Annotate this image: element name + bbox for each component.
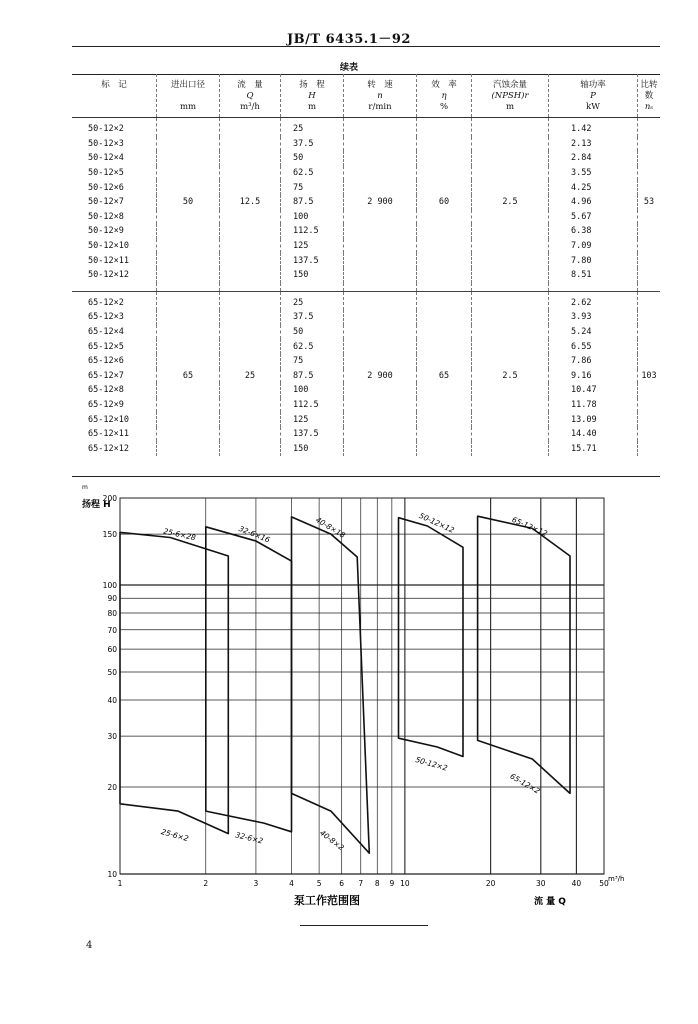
region-bottom-label: 25-6×2 xyxy=(160,827,190,844)
y-tick-label: 50 xyxy=(107,667,117,677)
y-tick-label: 70 xyxy=(107,625,117,635)
table-row: 50-12×12 150 8.51 xyxy=(72,268,660,283)
table-row: 50-12×7 50 12.5 87.5 2 900 60 2.5 4.96 53 xyxy=(72,195,660,210)
col-header-power: 轴功率 P kW xyxy=(549,74,638,118)
table-row: 50-12×6 75 4.25 xyxy=(72,180,660,195)
y-tick-label: 90 xyxy=(107,594,117,604)
region-bottom-label: 40-8×2 xyxy=(318,828,346,853)
col-header-head: 扬 程 H m xyxy=(281,74,344,118)
chart-regions xyxy=(120,511,570,853)
x-tick-label: 6 xyxy=(339,879,345,888)
col-header-flow: 流 量 Q m³/h xyxy=(220,74,281,118)
col-header-specific-speed: 比转数 nₛ xyxy=(638,74,661,118)
table-row: 65-12×11 137.5 14.40 xyxy=(72,427,660,442)
table-row: 50-12×11 137.5 7.80 xyxy=(72,253,660,268)
col-header-mark: 标 记 xyxy=(72,74,157,118)
x-tick-label: 20 xyxy=(485,879,496,888)
pump-spec-table xyxy=(72,74,660,456)
region-top-label: 50-12×12 xyxy=(417,510,456,535)
table-header-row xyxy=(72,74,660,118)
table-row: 50-12×3 37.5 2.13 xyxy=(72,137,660,152)
table-row: 65-12×6 75 7.86 xyxy=(72,354,660,369)
x-tick-label: 50 xyxy=(599,879,609,888)
col-header-efficiency: 效 率 η % xyxy=(417,74,472,118)
table-body xyxy=(72,118,660,457)
x-tick-label: 2 xyxy=(203,879,209,888)
y-axis-unit: m xyxy=(82,484,88,491)
table-continued-caption: 续表 xyxy=(339,63,358,73)
table-row: 65-12×5 62.5 6.55 xyxy=(72,339,660,354)
col-header-diameter: 进出口径 mm xyxy=(157,74,220,118)
y-tick-label: 60 xyxy=(107,645,117,655)
col-header-speed: 转 速 n r/min xyxy=(344,74,417,118)
x-tick-label: 40 xyxy=(571,879,582,888)
x-tick-label: 30 xyxy=(536,879,546,888)
header-rule xyxy=(72,46,660,47)
y-tick-label: 100 xyxy=(102,580,117,590)
document-header: JB/T 6435.1－92 xyxy=(287,32,411,47)
table-row: 50-12×9 112.5 6.38 xyxy=(72,224,660,239)
table-row: 65-12×2 25 2.62 xyxy=(72,291,660,310)
table-row: 65-12×9 112.5 11.78 xyxy=(72,398,660,413)
chart-tick-labels xyxy=(103,494,609,888)
table-row: 50-12×2 25 1.42 xyxy=(72,118,660,137)
table-row: 65-12×10 125 13.09 xyxy=(72,412,660,427)
table-row: 50-12×10 125 7.09 xyxy=(72,239,660,254)
chart-title: 泵工作范围图 xyxy=(294,894,360,907)
pump-region-outline xyxy=(478,516,570,793)
x-tick-label: 5 xyxy=(316,879,322,888)
y-tick-label: 10 xyxy=(107,870,117,879)
table-row: 50-12×5 62.5 3.55 xyxy=(72,166,660,181)
x-axis-unit: m³/h xyxy=(608,875,625,883)
region-bottom-label: 50-12×2 xyxy=(414,755,449,773)
table-row: 50-12×4 50 2.84 xyxy=(72,151,660,166)
y-tick-label: 30 xyxy=(107,732,117,742)
y-axis-label: 扬程 H xyxy=(82,500,111,510)
pump-region-outline xyxy=(399,518,464,757)
region-top-label: 32-6×16 xyxy=(237,524,272,545)
table-bottom-rule xyxy=(72,476,660,477)
pump-range-chart xyxy=(72,478,632,918)
table-row: 65-12×3 37.5 3.93 xyxy=(72,310,660,325)
region-bottom-label: 32-6×2 xyxy=(234,830,264,846)
page-mark: 4 xyxy=(86,940,93,951)
pump-region-outline xyxy=(120,532,228,833)
x-tick-label: 7 xyxy=(358,879,364,888)
x-tick-label: 4 xyxy=(289,879,294,888)
x-tick-label: 8 xyxy=(374,879,380,888)
col-header-npsh: 汽蚀余量 (NPSH)r m xyxy=(472,74,549,118)
group-separator xyxy=(72,283,660,292)
x-tick-label: 10 xyxy=(400,879,410,888)
table-row: 65-12×7 65 25 87.5 2 900 65 2.5 9.16 103 xyxy=(72,369,660,384)
y-tick-label: 40 xyxy=(107,696,117,706)
y-tick-label: 80 xyxy=(107,609,117,619)
y-tick-label: 150 xyxy=(102,530,117,540)
figure-rule xyxy=(300,925,428,926)
x-axis-label: 流 量 Q xyxy=(534,897,566,907)
table-row: 65-12×8 100 10.47 xyxy=(72,383,660,398)
pump-region-outline xyxy=(206,527,292,832)
table-row: 65-12×12 150 15.71 xyxy=(72,441,660,456)
y-tick-label: 20 xyxy=(107,783,117,793)
pump-region-outline xyxy=(292,517,370,853)
x-tick-label: 1 xyxy=(117,879,123,888)
table-row: 50-12×8 100 5.67 xyxy=(72,210,660,225)
region-top-label: 65-12×12 xyxy=(510,514,549,539)
region-bottom-label: 65-12×2 xyxy=(508,771,542,796)
x-tick-label: 3 xyxy=(253,879,259,888)
x-tick-label: 9 xyxy=(389,879,395,888)
y-tick-label: 200 xyxy=(102,494,117,503)
region-top-label: 40-8×18 xyxy=(314,515,347,540)
region-top-label: 25-6×28 xyxy=(162,526,197,543)
table-row: 65-12×4 50 5.24 xyxy=(72,325,660,340)
